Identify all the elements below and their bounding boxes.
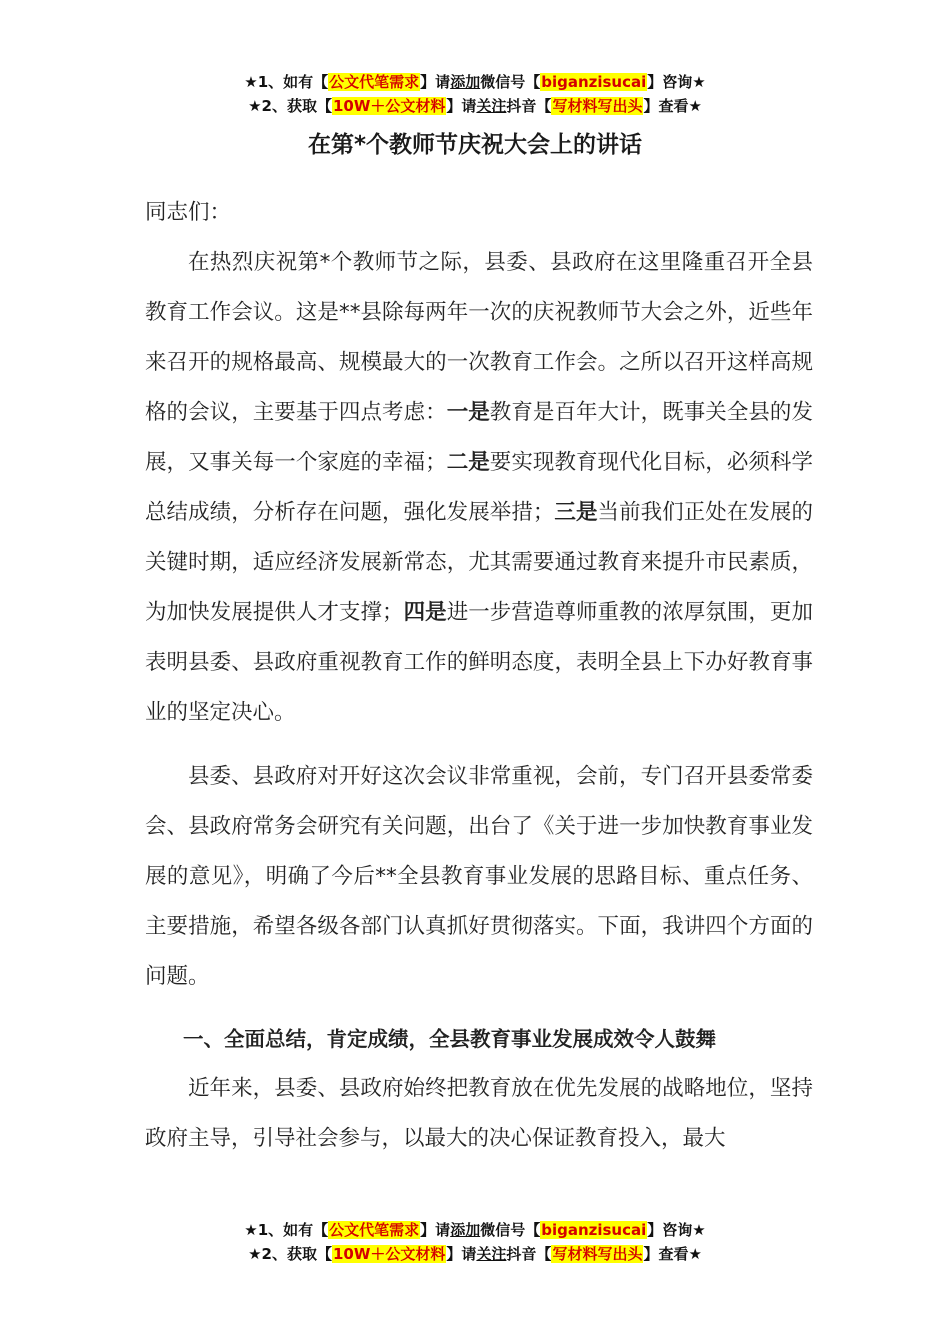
banner-text: 】咨询★ [647, 73, 706, 91]
banner-text: 】查看★ [643, 97, 702, 115]
banner-wechat-id: biganzisucai [541, 1221, 647, 1239]
paragraph-3: 近年来，县委、县政府始终把教育放在优先发展的战略地位，坚持政府主导，引导社会参与，以最大的决心保证教育投入，最大 [145, 1076, 813, 1151]
banner-highlight: 10W＋公文材料 [332, 97, 446, 115]
banner-text: ★1、如有【 [244, 73, 329, 91]
bold-marker: 一是 [446, 400, 490, 425]
banner-line-1 [0, 70, 950, 94]
banner-underline: 关注 [476, 97, 507, 115]
banner-text: 】咨询★ [647, 1221, 706, 1239]
banner-underline: 添加 [450, 1221, 481, 1239]
banner-text: 】请 [420, 1221, 451, 1239]
banner-text: ★2、获取【 [248, 97, 332, 115]
paragraph-text: 教育是百年大计，既事关全县的发展，又事关每一个家庭的幸福； [145, 400, 813, 475]
banner-text: 】请 [446, 97, 477, 115]
banner-douyin-id: 写材料写出头 [552, 1245, 643, 1263]
banner-text: 】查看★ [643, 1245, 702, 1263]
banner-underline: 关注 [476, 1245, 507, 1263]
banner-text: 抖音【 [506, 97, 552, 115]
banner-wechat-id: biganzisucai [541, 73, 647, 91]
banner-highlight: 10W＋公文材料 [332, 1245, 446, 1263]
banner-underline: 添加 [450, 73, 481, 91]
header-banner [0, 70, 950, 118]
banner-highlight: 公文代笔需求 [329, 1221, 420, 1239]
banner-text: 抖音【 [506, 1245, 552, 1263]
paragraph-2: 县委、县政府对开好这次会议非常重视，会前，专门召开县委常委会、县政府常务会研究有关问题，出台了《关于进一步加快教育事业发展的意见》，明确了今后**全县教育事业发展的思路目标、重点任务、主要措施，希望各级各部门认真抓好贯彻落实。下面，我讲四个方面的问题。 [145, 764, 813, 989]
paragraph-text: 在热烈庆祝第*个教师节之际，县委、县政府在这里隆重召开全县教育工作会议。这是**县除每两年一次的庆祝教师节大会之外，近些年来召开的规格最高、规模最大的一次教育工作会。之所以召开这样高规格的会议，主要基于四点考虑： [145, 250, 813, 425]
document-body [145, 188, 813, 1164]
paragraph-text: 当前我们正处在发展的关键时期，适应经济发展新常态，尤其需要通过教育来提升市民素质，为加快发展提供人才支撑； [145, 500, 813, 625]
greeting: 同志们： [145, 200, 232, 225]
banner-text: 微信号【 [480, 1221, 541, 1239]
bold-marker: 四是 [403, 600, 447, 625]
banner-highlight: 公文代笔需求 [329, 73, 420, 91]
banner-text: 微信号【 [480, 73, 541, 91]
banner-line-1 [0, 1218, 950, 1242]
banner-line-2 [0, 1242, 950, 1266]
banner-douyin-id: 写材料写出头 [552, 97, 643, 115]
bold-marker: 二是 [446, 450, 490, 475]
banner-line-2 [0, 94, 950, 118]
banner-text: ★1、如有【 [244, 1221, 329, 1239]
banner-text: ★2、获取【 [248, 1245, 332, 1263]
banner-text: 】请 [446, 1245, 477, 1263]
banner-text: 】请 [420, 73, 451, 91]
section-heading: 一、全面总结，肯定成绩，全县教育事业发展成效令人鼓舞 [183, 1027, 716, 1051]
paragraph-1 [145, 238, 813, 738]
bold-marker: 三是 [554, 500, 598, 525]
paragraph-text: 要实现教育现代化目标，必须科学总结成绩，分析存在问题，强化发展举措； [145, 450, 813, 525]
document-title: 在第*个教师节庆祝大会上的讲话 [307, 132, 643, 158]
paragraph-text: 进一步营造尊师重教的浓厚氛围，更加表明县委、县政府重视教育工作的鲜明态度，表明全县上下办好教育事业的坚定决心。 [145, 600, 813, 725]
footer-banner [0, 1218, 950, 1266]
